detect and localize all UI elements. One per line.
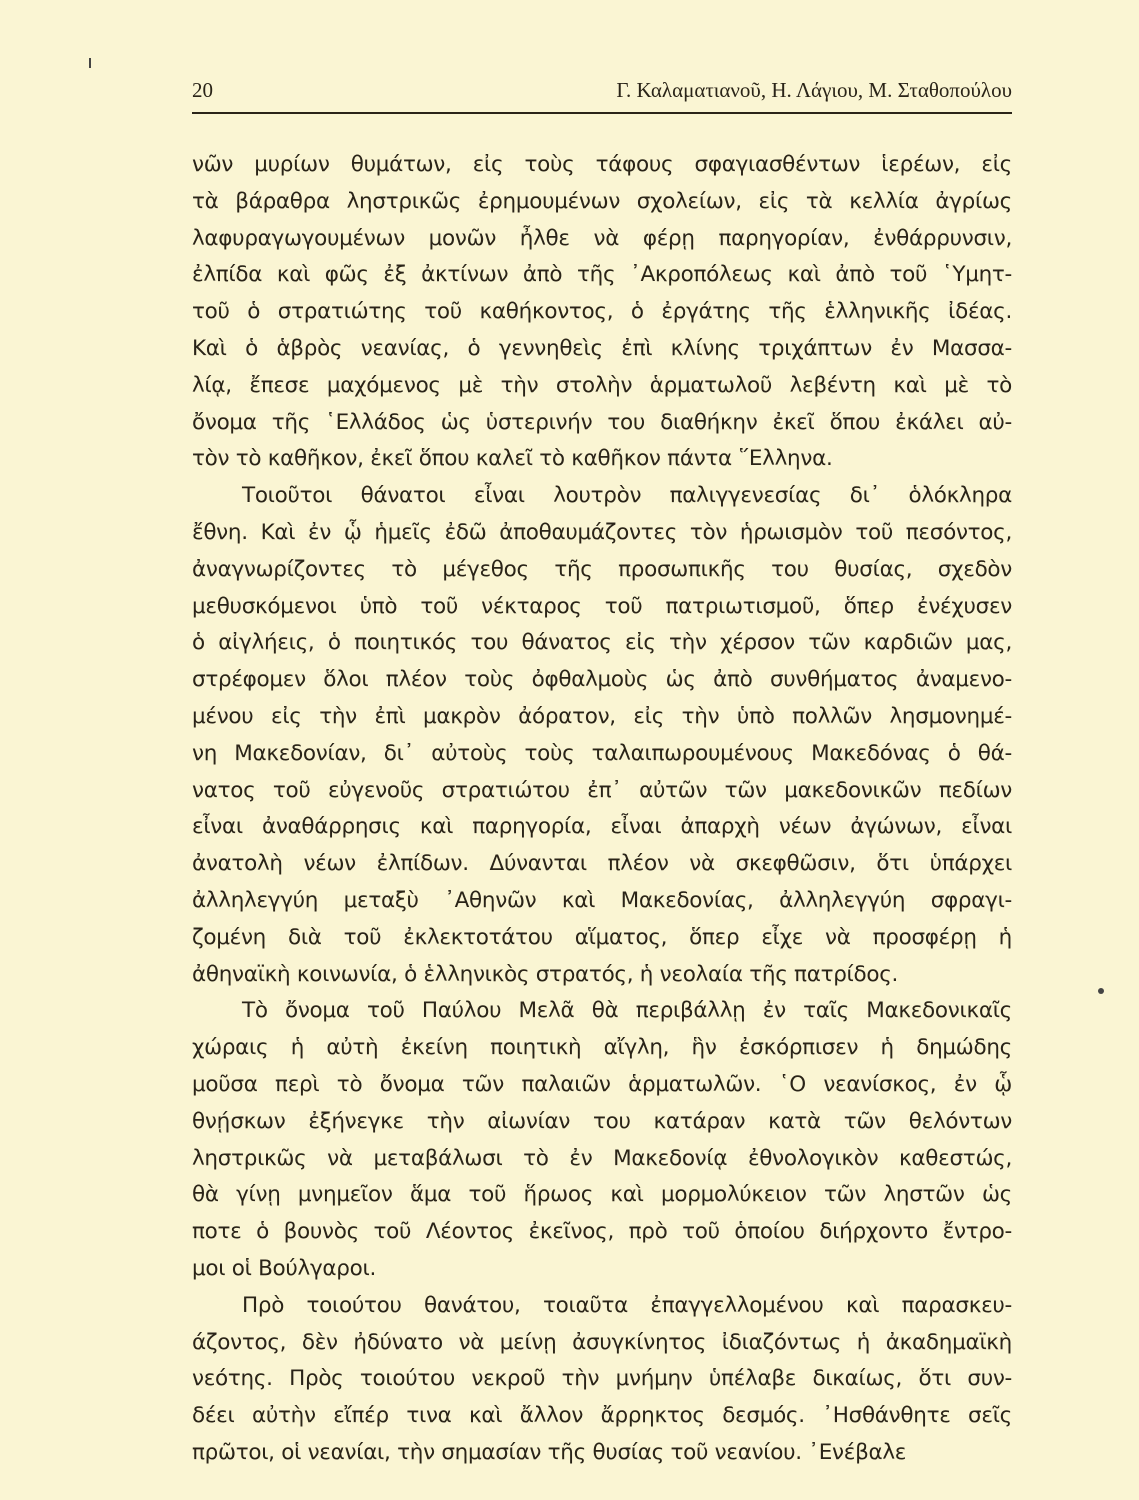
paragraph (192, 1288, 1012, 1472)
scan-mark (89, 58, 91, 68)
text-line: νη Μακεδονίαν, δι᾿ αὐτοὺς τοὺς ταλαιπωρουμένους Μακεδόνας ὁ θά- (192, 740, 1012, 766)
text-line: τὸν τὸ καθῆκον, ἐκεῖ ὅπου καλεῖ τὸ καθῆκον πάντα ῞Ελληνα. (192, 446, 833, 472)
text-line: ὁ αἰγλήεις, ὁ ποιητικός του θάνατος εἰς τὴν χέρσον τῶν καρδιῶν μας, (192, 630, 1012, 656)
running-head: Γ. Καλαματιανοῦ, Η. Λάγιου, Μ. Σταθοπούλου (616, 78, 1012, 102)
text-line: άζοντος, δὲν ἠδύνατο νὰ μείνῃ ἀσυγκίνητος ἰδιαζόντως ἡ ἀκαδημαϊκὴ (192, 1329, 1012, 1355)
text-line: Τοιοῦτοι θάνατοι εἶναι λουτρὸν παλιγγενεσίας δι᾿ ὁλόκληρα (242, 483, 1012, 509)
text-line: Τὸ ὄνομα τοῦ Παύλου Μελᾶ θὰ περιβάλλῃ ἐν ταῖς Μακεδονικαῖς (242, 998, 1012, 1024)
text-line: τοῦ ὁ στρατιώτης τοῦ καθήκοντος, ὁ ἐργάτης τῆς ἑλληνικῆς ἰδέας. (192, 299, 1012, 325)
text-line: ἀνατολὴ νέων ἐλπίδων. Δύνανται πλέον νὰ σκεφθῶσιν, ὅτι ὑπάρχει (192, 851, 1012, 877)
text-line: μοι οἱ Βούλγαροι. (192, 1255, 376, 1281)
text-line: νῶν μυρίων θυμάτων, εἰς τοὺς τάφους σφαγιασθέντων ἱερέων, εἰς (192, 152, 1012, 177)
text-line: θνῄσκων ἐξήνεγκε τὴν αἰωνίαν του κατάραν κατὰ τῶν θελόντων (192, 1108, 1012, 1134)
paragraph (192, 993, 1012, 1287)
text-line: μένου εἰς τὴν ἐπὶ μακρὸν ἀόρατον, εἰς τὴν ὑπὸ πολλῶν λησμονημέ- (192, 703, 1012, 729)
text-line: στρέφομεν ὅλοι πλέον τοὺς ὀφθαλμοὺς ὡς ἀπὸ συνθήματος ἀναμενο- (192, 667, 1012, 693)
text-line: πρῶτοι, οἱ νεανίαι, τὴν σημασίαν τῆς θυσίας τοῦ νεανίου. ᾿Ενέβαλε (192, 1439, 907, 1465)
text-line: ἀλληλεγγύη μεταξὺ ᾿Αθηνῶν καὶ Μακεδονίας, ἀλληλεγγύη σφραγι- (192, 887, 1012, 913)
text-line: λίᾳ, ἔπεσε μαχόμενος μὲ τὴν στολὴν ἁρματωλοῦ λεβέντη καὶ μὲ τὸ (192, 372, 1012, 398)
page-header (192, 78, 1012, 108)
text-line: εἶναι ἀναθάρρησις καὶ παρηγορία, εἶναι ἀπαρχὴ νέων ἀγώνων, εἶναι (192, 814, 1012, 840)
text-line: θὰ γίνῃ μνημεῖον ἅμα τοῦ ἥρωος καὶ μορμολύκειον τῶν ληστῶν ὡς (192, 1182, 1012, 1208)
text-line: ἀναγνωρίζοντες τὸ μέγεθος τῆς προσωπικῆς του θυσίας, σχεδὸν (192, 556, 1012, 582)
text-line: χώραις ἡ αὐτὴ ἐκείνη ποιητικὴ αἴγλη, ἣν ἐσκόρπισεν ἡ δημώδης (192, 1035, 1012, 1061)
scan-speck (1098, 988, 1104, 994)
text-line: νατος τοῦ εὐγενοῦς στρατιώτου ἐπ᾿ αὐτῶν τῶν μακεδονικῶν πεδίων (192, 777, 1012, 803)
text-line: ζομένη διὰ τοῦ ἐκλεκτοτάτου αἵματος, ὅπερ εἶχε νὰ προσφέρῃ ἡ (192, 924, 1012, 950)
text-line: ποτε ὁ βουνὸς τοῦ Λέοντος ἐκεῖνος, πρὸ τοῦ ὁποίου διήρχοντο ἔντρο- (192, 1219, 1012, 1245)
text-line: λαφυραγωγουμένων μονῶν ἦλθε νὰ φέρῃ παρηγορίαν, ἐνθάρρυνσιν, (192, 225, 1012, 251)
text-line: ληστρικῶς νὰ μεταβάλωσι τὸ ἐν Μακεδονίᾳ ἐθνολογικὸν καθεστώς, (192, 1145, 1012, 1171)
text-line: ἀθηναϊκὴ κοινωνία, ὁ ἑλληνικὸς στρατός, ἡ νεολαία τῆς πατρίδος. (192, 961, 899, 987)
text-line: ἐλπίδα καὶ φῶς ἐξ ἀκτίνων ἀπὸ τῆς ᾿Ακροπόλεως καὶ ἀπὸ τοῦ ῾Υμητ- (192, 262, 1012, 288)
header-rule (192, 112, 1012, 114)
text-line: δέει αὐτὴν εἴπέρ τινα καὶ ἄλλον ἄρρηκτος δεσμός. ᾿Ησθάνθητε σεῖς (192, 1403, 1012, 1429)
text-line: νεότης. Πρὸς τοιούτου νεκροῦ τὴν μνήμην ὑπέλαβε δικαίως, ὅτι συν- (192, 1366, 1012, 1392)
text-line: ὄνομα τῆς ῾Ελλάδος ὡς ὑστερινήν του διαθήκην ἐκεῖ ὅπου ἐκάλει αὐ- (192, 409, 1012, 435)
paragraph (192, 478, 1012, 993)
text-line: μοῦσα περὶ τὸ ὄνομα τῶν παλαιῶν ἁρματωλῶν. ῾Ο νεανίσκος, ἐν ᾧ (192, 1071, 1012, 1097)
text-line: ἔθνη. Καὶ ἐν ᾧ ἡμεῖς ἐδῶ ἀποθαυμάζοντες τὸν ἡρωισμὸν τοῦ πεσόντος, (192, 519, 1012, 545)
text-line: Πρὸ τοιούτου θανάτου, τοιαῦτα ἐπαγγελλομένου καὶ παρασκευ- (242, 1292, 1012, 1318)
text-line: τὰ βάραθρα ληστρικῶς ἐρημουμένων σχολείων, εἰς τὰ κελλία ἀγρίως (192, 188, 1012, 214)
page-number: 20 (192, 78, 213, 102)
paragraph (192, 147, 1012, 478)
text-line: Καὶ ὁ ἁβρὸς νεανίας, ὁ γεννηθεὶς ἐπὶ κλίνης τριχάπτων ἐν Μασσα- (192, 335, 1012, 361)
text-line: μεθυσκόμενοι ὑπὸ τοῦ νέκταρος τοῦ πατριωτισμοῦ, ὅπερ ἐνέχυσεν (192, 593, 1012, 619)
body-text (192, 147, 1012, 1472)
